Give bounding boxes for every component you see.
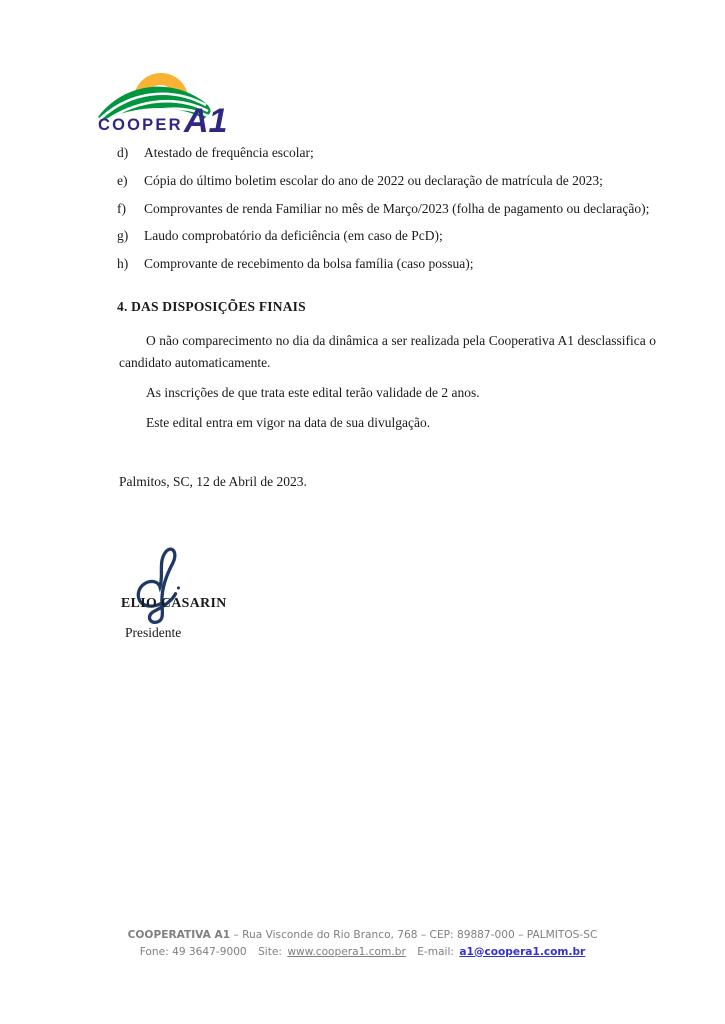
cooper-a1-logo-graphic [98, 55, 234, 133]
paragraph: As inscrições de que trata este edital terão validade de 2 anos. [146, 384, 480, 400]
footer-email-link[interactable]: a1@coopera1.com.br [459, 945, 586, 958]
list-item-letter: f) [117, 200, 126, 216]
page-footer [0, 927, 725, 960]
list-item [117, 228, 662, 244]
footer-contact-line [0, 944, 725, 961]
signature-mark [128, 546, 186, 624]
list-item-text: Comprovantes de renda Familiar no mês de Março/2023 (folha de pagamento ou declaração); [144, 200, 650, 216]
footer-address: – Rua Visconde do Rio Branco, 768 – CEP: 89887-000 – PALMITOS-SC [233, 929, 598, 941]
logo-a1-text: A1 [184, 102, 228, 133]
signatory-name: ELIO CASARIN [121, 595, 227, 610]
footer-site-link[interactable]: www.coopera1.com.br [287, 945, 406, 958]
footer-address-line [0, 927, 725, 944]
section-heading: 4. DAS DISPOSIÇÕES FINAIS [117, 299, 306, 314]
list-item-letter: g) [117, 228, 129, 244]
document-list [117, 145, 662, 284]
list-item-letter: h) [117, 256, 129, 272]
list-item [117, 145, 662, 161]
footer-site-label: Site: [258, 945, 282, 958]
list-item-letter: d) [117, 145, 129, 160]
list-item-text: Cópia do último boletim escolar do ano de 2022 ou declaração de matrícula de 2023; [144, 172, 603, 188]
paragraph: O não comparecimento no dia da dinâmica a ser realizada pela Cooperativa A1 desclassifica o candidato automaticamente. [119, 333, 656, 370]
logo-cooper-text: COOPER [98, 116, 183, 133]
list-item-text: Comprovante de recebimento da bolsa família (caso possua); [144, 256, 474, 272]
date-line: Palmitos, SC, 12 de Abril de 2023. [119, 474, 307, 489]
list-item-letter: e) [117, 172, 128, 188]
list-item [117, 173, 662, 189]
signature-icon [128, 546, 186, 624]
list-item [117, 256, 662, 272]
cooper-a1-logo [98, 55, 234, 133]
signatory-role: Presidente [125, 625, 182, 640]
footer-phone: Fone: 49 3647-9000 [139, 945, 247, 958]
section-paragraphs [119, 330, 656, 442]
paragraph: Este edital entra em vigor na data de sua divulgação. [146, 414, 431, 430]
list-item [117, 201, 662, 217]
footer-email-label: E-mail: [417, 945, 454, 958]
footer-org-name: COOPERATIVA A1 [127, 929, 231, 941]
list-item-text: Laudo comprobatório da deficiência (em caso de PcD); [144, 228, 443, 244]
list-item-text: Atestado de frequência escolar; [144, 145, 314, 160]
